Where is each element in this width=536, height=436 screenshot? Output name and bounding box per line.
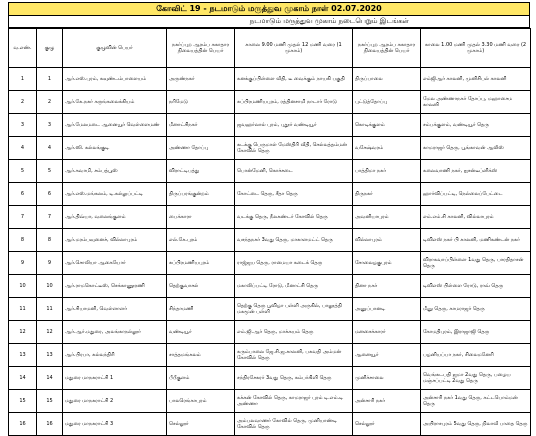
header-serial: வ.எண். [9,29,37,68]
row-serial: 16 [9,413,37,436]
row-location-pm: கோமதிபுரம், இராஜாஜி தெரு [421,321,531,344]
table-row [9,160,531,183]
row-phc-am: மீனாட்சிநகர் [167,114,235,137]
row-location-am: வடக்கு தெரு, நீலகண்டர் கோவில் தெரு [235,206,353,229]
row-location-pm: எம்.எம்.சி காலனி, வில்லாபுரம் [421,206,531,229]
row-location-am: வசந்தநகர் 3வது தெரு, மாகாளமட்ட் தெரு [235,229,353,252]
header-group: குழு [37,29,63,68]
header-team: குழுவின் பெயர் [63,29,167,68]
row-serial: 1 [9,68,37,91]
row-location-pm: எம்ஜிஆர் காலனி, முனிசிபல் காலனி [421,68,531,91]
row-team: ஆர்.கே.நகர் கருங்கலைக்கியம் [63,91,167,114]
row-group: 12 [37,321,63,344]
row-serial: 4 [9,137,37,160]
row-team: ஆர்.திவ்யா, வலைங்குளம் [63,206,167,229]
table-header-row [9,29,531,68]
row-location-pm: ஹார்விப்பட்டி, நெல்லைப்பேட்டை [421,183,531,206]
row-serial: 11 [9,298,37,321]
row-location-am: எம்.ஜி.ஆர் தெரு, மாக்கயம் தெரு [235,321,353,344]
row-location-am: கனக்குப்பிள்ளை வீதி, டீ வைக்கும் நாயகி பகுதி [235,68,353,91]
table-row [9,114,531,137]
row-group: 4 [37,137,63,160]
row-team: மதுரை மாநகராட்சி 1 [63,367,167,390]
document-title: கோவிட் 19 - நடமாடும் மருத்துவ முகாம் நாள் 02.07.2020 [8,2,530,16]
row-group: 15 [37,390,63,413]
row-serial: 7 [9,206,37,229]
row-phc-pm: செல்லூர் [353,413,421,436]
row-location-pm: காமராஜர் தெரு, பூங்காவன் ஆலிஸ் [421,137,531,160]
header-phc-am: நகர்ப்புற ஆரம்ப சுகாதார நிலையத்தின் பெயர் [167,29,235,68]
row-phc-am: பாலரெங்காபுரம் [167,390,235,413]
row-location-pm: டிவிஎஸ் பிள்ளை ரோடு, ராவ் தெரு [421,275,531,298]
row-phc-am: தெற்குவாசல் [167,275,235,298]
table-row [9,321,531,344]
table-row [9,137,531,160]
row-location-pm: அயிராசபுரம் 5வது தெரு, நிலாவீ பாதை தெரு [421,413,531,436]
row-phc-pm: அனுப்பானடி [353,298,421,321]
row-phc-am: சிந்தாமணி [167,298,235,321]
row-phc-am: அருண்நகர் [167,68,235,91]
table-row [9,229,531,252]
row-location-am: அம்பலவாணர் கோவில் தெரு, முனியாண்டி கோவில் தெரு [235,413,353,436]
row-phc-pm: வசேஷ்வரம் [353,137,421,160]
table-row [9,68,531,91]
row-phc-am: நரிமேடு [167,91,235,114]
row-group: 7 [37,206,63,229]
row-location-am: கோட்டை தெரு, சீதா தெரு [235,183,353,206]
header-time-am: காலை 9.00 மணி முதல் 12 மணி வரை (1 முகாம்) [235,29,353,68]
row-location-pm: பழனியப்பா நகர், சிலைமனேரி [421,344,531,367]
table-row [9,390,531,413]
row-serial: 2 [9,91,37,114]
row-phc-am: பீபீகுளம் [167,367,235,390]
row-team: மதுரை மாநகராட்சி 2 [63,390,167,413]
row-location-am: மகாலிப்பட்டி ரோடு, மீனாட்சி தெரு [235,275,353,298]
header-phc-pm: நகர்ப்புற ஆரம்ப சுகாதார நிலையத்தின் பெயர் [353,29,421,68]
row-group: 11 [37,298,63,321]
table-row [9,206,531,229]
row-team: ஆர்.சுவாமி, சம்பத்பூஸ் [63,160,167,183]
row-serial: 15 [9,390,37,413]
row-location-am: சந்திரசேகரர் 3வது தெரு, கம்பர்கிளி தெரு [235,367,353,390]
row-location-am: கடக்கு பெருமாள் மேஸ்திரி வீதி, செல்லத்தம்மன் கோவில் தெரு [235,137,353,160]
row-phc-pm: மனசைக்காரர் [353,321,421,344]
row-team: ஆர்.எஸ்.மங்கலம், டி.கல்லுப்பட்டி [63,183,167,206]
camp-schedule-table [8,28,531,436]
row-phc-am: திருப்பரங்குன்றம் [167,183,235,206]
row-team: ஆர்.பிரபா, கல்லந்திரி [63,344,167,367]
row-group: 1 [37,68,63,91]
row-group: 2 [37,91,63,114]
row-team: ஆர்.மேலமடை ஆனையூர் வெள்ளைமண் [63,114,167,137]
row-serial: 10 [9,275,37,298]
row-phc-am: செல்லூர் [167,413,235,436]
row-group: 14 [37,367,63,390]
table-row [9,298,531,321]
row-serial: 3 [9,114,37,137]
row-phc-pm: புட்டுத்தோப்பு [353,91,421,114]
row-group: 6 [37,183,63,206]
table-row [9,413,531,436]
row-location-am: கரும்பாலை ஜே.சி.ஜ.காலனி, பகவதி அம்மன் கோவில் தெரு [235,344,353,367]
row-phc-pm: பாத்திமா நகர் [353,160,421,183]
header-time-pm: காலை 1.00 மணி முதல் 3.30 மணி வரை (2 முகாம்) [421,29,531,68]
row-phc-pm: சோலைழகுபுரம் [353,252,421,275]
row-group: 3 [37,114,63,137]
row-location-pm: வெங்கடபதி ஜமா 2வது தெரு, பழைய மஞ்சப்பட்டி 2வது தெரு [421,367,531,390]
row-phc-pm: திருநகர் [353,183,421,206]
row-serial: 8 [9,229,37,252]
row-serial: 13 [9,344,37,367]
row-phc-am: பைக்காரா [167,206,235,229]
table-row [9,275,531,298]
row-phc-pm: அன்சாரி நகர் [353,390,421,413]
row-group: 5 [37,160,63,183]
row-location-pm: கலைவாணி நகர், ஐசன்டீப்ளிக்ஸ் [421,160,531,183]
row-team: ஆர்.ராமகொட்டீஸ், செக்காணூரணி [63,275,167,298]
row-location-am: சுப்பிரமணியபுரம், ரத்தினசாமி நாடார் ரோடு [235,91,353,114]
row-serial: 6 [9,183,37,206]
row-location-am: ஜவஹர்லால் புரம், புதூர் வண்டியூர் [235,114,353,137]
row-phc-pm: முனிச்சாலை [353,367,421,390]
row-serial: 12 [9,321,37,344]
row-serial: 5 [9,160,37,183]
row-serial: 9 [9,252,37,275]
row-group: 13 [37,344,63,367]
row-phc-pm: அவனியாபுரம் [353,206,421,229]
row-group: 8 [37,229,63,252]
row-group: 10 [37,275,63,298]
row-location-am: ராஜ்ஜய தெரு, ராமையா கடைக் தெரு [235,252,353,275]
row-phc-am: சுப்பிரமணியபுரம் [167,252,235,275]
row-team: ஆர்.மரம்பவுனைச், வில்லாபுரம் [63,229,167,252]
row-phc-am: அண்ணா தோப்பு [167,137,235,160]
table-row [9,252,531,275]
row-location-pm: அன்சாரி நகர் 1வது தெரு, கட்டபொம்மன் தெரு [421,390,531,413]
row-team: மதுரை மாநகராட்சி 3 [63,413,167,436]
row-location-pm: மீனு தெரு, காமராஜர் தெரு [421,298,531,321]
row-team: ஆர்.சொலியா ஆகையோர் [63,252,167,275]
row-team: ஆர்.ஸி. கல்லங்குடி [63,137,167,160]
row-phc-pm: தினா நகர் [353,275,421,298]
table-row [9,344,531,367]
row-group: 16 [37,413,63,436]
row-location-am: பொன்மேனி, கொச்சடை [235,160,353,183]
row-location-pm: விராகவாப்பிள்ளை 1வது தெரு, பாரதிதாசன் தெரு [421,252,531,275]
row-phc-pm: ஆனையூர் [353,344,421,367]
row-phc-am: விராட்டிபத்து [167,160,235,183]
table-row [9,91,531,114]
row-location-am: தெற்கு தெரு பூவிழா பள்ளி அருகில், பாலூத்தி மகமூன் பள்ளி [235,298,353,321]
row-phc-pm: கொடிக்குளம் [353,114,421,137]
row-phc-am: வண்டியூர் [167,321,235,344]
row-phc-am: சாத்தமங்கலம் [167,344,235,367]
row-team: ஆர்.சியாமனி, வெள்ளாளர் [63,298,167,321]
row-location-am: கக்கன் கோவில் தெரு, காமராஜர் புரம் டி.எம்.டி அண்ணா [235,390,353,413]
row-group: 9 [37,252,63,275]
table-row [9,183,531,206]
table-row [9,367,531,390]
document-sheet [8,0,530,430]
document-subtitle: நடமாடும் மருத்துவ முகாம் நடைபெறும் இடங்கள் [8,16,530,28]
row-phc-pm: வில்லாபுரம் [353,229,421,252]
row-location-pm: டிவிஎஸ் நகர் பி காலனி, மணிகண்டன் நகர் [421,229,531,252]
row-location-pm: மேல அண்ணாநகர் தோப்பு, மஹாசைம காலனி [421,91,531,114]
row-phc-am: எல்.கே.புரம் [167,229,235,252]
row-location-pm: சம்பக்குளம், வண்டியூர் தெரு [421,114,531,137]
row-team: ஆர்.ஆர்.மதுரை, அலங்காநல்லூர் [63,321,167,344]
row-team: ஆர்.எஸ்.புரம், கவுண்டம்பாளையம் [63,68,167,91]
row-phc-pm: திருப்பாலை [353,68,421,91]
row-serial: 14 [9,367,37,390]
